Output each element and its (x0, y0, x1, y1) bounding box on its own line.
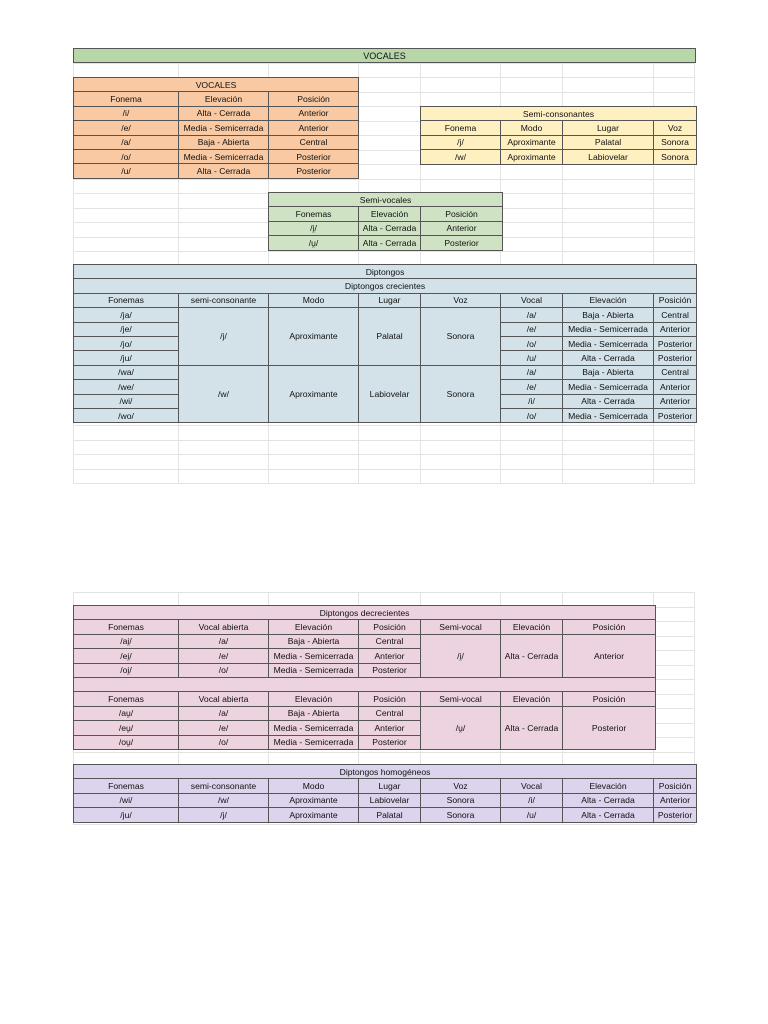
table-cell: Media - Semicerrada (179, 149, 269, 163)
table-cell: Central (654, 365, 697, 379)
table-cell: Anterior (359, 649, 421, 663)
grid-cell (269, 426, 359, 441)
grid-cell (501, 208, 563, 223)
table-cell: /ja/ (74, 308, 179, 322)
table-row (74, 106, 359, 120)
decrecientes-header: Vocal abierta (179, 692, 269, 706)
homogeneos-title: Diptongos homogéneos (74, 765, 697, 779)
table-cell: /e/ (74, 121, 179, 135)
homogeneos-header: Fonemas (74, 779, 179, 793)
grid-cell (359, 455, 421, 470)
table-cell: /o/ (501, 336, 563, 350)
table-cell: Alta - Cerrada (563, 351, 654, 365)
grid-cell (654, 593, 695, 608)
grid-cell (654, 63, 695, 78)
vocales-header: Fonema (74, 92, 179, 106)
grid-cell (269, 469, 359, 484)
grid-cell (654, 194, 695, 209)
grid-cell (654, 455, 695, 470)
table-cell: Media - Semicerrada (269, 735, 359, 749)
table-cell: Posterior (359, 735, 421, 749)
grid-cell (359, 63, 421, 78)
table-cell: Anterior (421, 221, 503, 235)
decrecientes-header: Posición (563, 692, 656, 706)
grid-cell (179, 426, 269, 441)
merged-cell: Palatal (359, 308, 421, 366)
table-cell: /i/ (501, 793, 563, 807)
decrecientes-header: Posición (359, 692, 421, 706)
grid-row (74, 63, 695, 78)
main-title-bar (73, 48, 696, 63)
table-cell: Sonora (421, 793, 501, 807)
table-cell: /je/ (74, 322, 179, 336)
grid-cell (359, 121, 421, 136)
grid-cell (269, 63, 359, 78)
grid-cell (654, 680, 695, 695)
table-cell: Palatal (563, 135, 654, 149)
table-cell: Sonora (654, 150, 697, 164)
grid-row (74, 426, 695, 441)
table-cell: Central (359, 634, 421, 648)
grid-cell (501, 179, 563, 194)
table-row (421, 135, 697, 149)
grid-cell (501, 455, 563, 470)
table-cell: Anterior (654, 380, 697, 394)
table-cell: Labiovelar (359, 793, 421, 807)
diptongos-title: Diptongos (74, 265, 697, 279)
crecientes-header: Modo (269, 293, 359, 307)
semivocales-header: Fonemas (269, 207, 359, 221)
table-cell: /o/ (74, 149, 179, 163)
grid-cell (269, 440, 359, 455)
grid-cell (654, 607, 695, 622)
grid-cell (654, 92, 695, 107)
table-cell: Media - Semicerrada (563, 322, 654, 336)
table-cell: Anterior (269, 106, 359, 120)
homogeneos-header: Lugar (359, 779, 421, 793)
table-cell: Alta - Cerrada (179, 164, 269, 178)
table-row (74, 634, 656, 648)
decrecientes-header: Elevación (501, 620, 563, 634)
grid-cell (563, 92, 654, 107)
grid-cell (179, 469, 269, 484)
grid-cell (501, 165, 563, 180)
grid-cell (74, 63, 179, 78)
grid-cell (421, 469, 501, 484)
grid-cell (563, 78, 654, 93)
table-cell: Baja - Abierta (269, 706, 359, 720)
table-cell: Anterior (269, 121, 359, 135)
grid-cell (179, 440, 269, 455)
semiconsonantes-header: Lugar (563, 121, 654, 135)
table-cell: Posterior (654, 351, 697, 365)
grid-cell (501, 223, 563, 238)
table-cell: /o/ (179, 663, 269, 677)
table-row (74, 121, 359, 135)
grid-cell (421, 63, 501, 78)
vocales-header: Elevación (179, 92, 269, 106)
table-row (269, 236, 503, 250)
table-cell: /ju/ (74, 351, 179, 365)
table-cell: Media - Semicerrada (269, 649, 359, 663)
table-cell: Posterior (359, 663, 421, 677)
crecientes-header: Voz (421, 293, 501, 307)
merged-cell: /w/ (179, 365, 269, 423)
decrecientes-header: Elevación (269, 692, 359, 706)
merged-cell: Sonora (421, 365, 501, 423)
grid-cell (501, 92, 563, 107)
grid-row (74, 455, 695, 470)
grid-cell (563, 223, 654, 238)
crecientes-header: Fonemas (74, 293, 179, 307)
grid-cell (74, 469, 179, 484)
grid-cell (501, 78, 563, 93)
table-cell: Media - Semicerrada (179, 121, 269, 135)
grid-cell (501, 469, 563, 484)
grid-cell (421, 440, 501, 455)
table-cell: Sonora (421, 808, 501, 822)
grid-cell (501, 194, 563, 209)
grid-cell (654, 694, 695, 709)
table-cell: Baja - Abierta (563, 308, 654, 322)
grid-cell (563, 208, 654, 223)
table-cell: Labiovelar (563, 150, 654, 164)
semivocales-header: Posición (421, 207, 503, 221)
table-cell: Posterior (269, 164, 359, 178)
table-cell: Alta - Cerrada (563, 394, 654, 408)
decrecientes-header: Posición (563, 620, 656, 634)
grid-cell (421, 455, 501, 470)
grid-cell (563, 237, 654, 252)
grid-cell (501, 63, 563, 78)
grid-cell (563, 179, 654, 194)
grid-cell (179, 223, 269, 238)
table-row (74, 308, 697, 322)
decrecientes-header: Semi-vocal (421, 620, 501, 634)
grid-row (74, 440, 695, 455)
grid-cell (654, 208, 695, 223)
grid-cell (269, 455, 359, 470)
table-cell: /i̯/ (269, 221, 359, 235)
grid-cell (74, 426, 179, 441)
grid-cell (421, 92, 501, 107)
table-cell: /o/ (501, 408, 563, 422)
homogeneos-header: Elevación (563, 779, 654, 793)
grid-cell (179, 194, 269, 209)
table-cell: Media - Semicerrada (563, 380, 654, 394)
crecientes-header: semi-consonante (179, 293, 269, 307)
grid-cell (74, 237, 179, 252)
table-cell: Central (359, 706, 421, 720)
grid-cell (654, 723, 695, 738)
grid-cell (359, 150, 421, 165)
table-cell: /o/ (179, 735, 269, 749)
grid-cell (359, 78, 421, 93)
merged-cell: Alta - Cerrada (501, 706, 563, 749)
grid-cell (179, 208, 269, 223)
table-cell: /ou̯/ (74, 735, 179, 749)
grid-cell (654, 651, 695, 666)
grid-cell (359, 440, 421, 455)
table-cell: /ai̯/ (74, 634, 179, 648)
table-cell: /oi̯/ (74, 663, 179, 677)
grid-cell (501, 237, 563, 252)
table-cell: Sonora (654, 135, 697, 149)
table-cell: /w/ (179, 793, 269, 807)
table-cell: /i/ (74, 106, 179, 120)
crecientes-header: Posición (654, 293, 697, 307)
grid-cell (179, 63, 269, 78)
table-cell: /w/ (421, 150, 501, 164)
grid-cell (654, 738, 695, 753)
grid-cell (563, 440, 654, 455)
table-cell: Aproximante (269, 808, 359, 822)
table-row (421, 150, 697, 164)
table-cell: /wa/ (74, 365, 179, 379)
semiconsonantes-header: Voz (654, 121, 697, 135)
table-cell: Central (654, 308, 697, 322)
decrecientes-title: Diptongos decrecientes (74, 606, 656, 620)
grid-cell (654, 78, 695, 93)
table-cell: Baja - Abierta (179, 135, 269, 149)
diptongos-crecientes-table (73, 264, 697, 423)
grid-cell (654, 440, 695, 455)
semivocales-title: Semi-vocales (269, 193, 503, 207)
grid-cell (359, 92, 421, 107)
table-cell: Media - Semicerrada (269, 721, 359, 735)
decrecientes-header: Elevación (269, 620, 359, 634)
grid-row (74, 469, 695, 484)
grid-cell (654, 237, 695, 252)
table-cell: Baja - Abierta (563, 365, 654, 379)
grid-cell (654, 426, 695, 441)
table-cell: /u/ (501, 808, 563, 822)
table-row (74, 793, 697, 807)
grid-cell (74, 455, 179, 470)
grid-cell (654, 165, 695, 180)
grid-cell (654, 665, 695, 680)
table-cell: /a/ (179, 706, 269, 720)
semivocales-table (268, 192, 503, 251)
grid-cell (563, 194, 654, 209)
table-cell: /e/ (501, 380, 563, 394)
grid-cell (421, 165, 501, 180)
table-cell: /jo/ (74, 336, 179, 350)
semivocales-header: Elevación (359, 207, 421, 221)
merged-cell: Posterior (563, 706, 656, 749)
table-cell: Media - Semicerrada (269, 663, 359, 677)
grid-cell (74, 440, 179, 455)
table-cell: Aproximante (501, 135, 563, 149)
table-cell: Posterior (654, 408, 697, 422)
decrecientes-header: Semi-vocal (421, 692, 501, 706)
semiconsonantes-table (420, 106, 697, 165)
crecientes-header: Elevación (563, 293, 654, 307)
table-cell: Alta - Cerrada (563, 808, 654, 822)
grid-cell (74, 223, 179, 238)
grid-cell (421, 78, 501, 93)
merged-cell: Anterior (563, 634, 656, 677)
table-cell: Posterior (421, 236, 503, 250)
spacer-row (74, 677, 656, 691)
table-cell: /e/ (179, 721, 269, 735)
table-cell: Posterior (269, 149, 359, 163)
decrecientes-header: Vocal abierta (179, 620, 269, 634)
grid-cell (654, 223, 695, 238)
grid-cell (74, 179, 179, 194)
table-cell: Anterior (359, 721, 421, 735)
homogeneos-header: Vocal (501, 779, 563, 793)
diptongos-decrecientes-table (73, 605, 656, 750)
grid-cell (563, 63, 654, 78)
grid-cell (654, 469, 695, 484)
table-row (74, 365, 697, 379)
semiconsonantes-header: Modo (501, 121, 563, 135)
table-cell: /au̯/ (74, 706, 179, 720)
table-cell: Central (269, 135, 359, 149)
table-cell: Media - Semicerrada (563, 336, 654, 350)
table-row (74, 164, 359, 178)
table-cell: Anterior (654, 322, 697, 336)
decrecientes-header: Fonemas (74, 620, 179, 634)
crecientes-header: Vocal (501, 293, 563, 307)
table-cell: Aproximante (501, 150, 563, 164)
decrecientes-header: Fonemas (74, 692, 179, 706)
decrecientes-header: Posición (359, 620, 421, 634)
table-cell: Alta - Cerrada (179, 106, 269, 120)
grid-cell (359, 136, 421, 151)
semiconsonantes-title: Semi-consonantes (421, 107, 697, 121)
main-title: VOCALES (74, 49, 696, 63)
table-cell: Anterior (654, 793, 697, 807)
vocales-title: VOCALES (74, 78, 359, 92)
vocales-table (73, 77, 359, 179)
homogeneos-header: Modo (269, 779, 359, 793)
table-cell: Alta - Cerrada (563, 793, 654, 807)
merged-cell: Alta - Cerrada (501, 634, 563, 677)
table-cell: /eu̯/ (74, 721, 179, 735)
table-cell: /ei̯/ (74, 649, 179, 663)
vocales-header: Posición (269, 92, 359, 106)
table-cell: /e/ (501, 322, 563, 336)
homogeneos-header: semi-consonante (179, 779, 269, 793)
table-row (74, 706, 656, 720)
grid-cell (654, 636, 695, 651)
grid-cell (563, 426, 654, 441)
grid-cell (359, 469, 421, 484)
table-cell: Palatal (359, 808, 421, 822)
grid-cell (563, 455, 654, 470)
grid-cell (501, 440, 563, 455)
table-cell: Baja - Abierta (269, 634, 359, 648)
merged-cell: /u̯/ (421, 706, 501, 749)
diptongos-homogeneos-table (73, 764, 697, 823)
table-cell: Alta - Cerrada (359, 236, 421, 250)
homogeneos-header: Voz (421, 779, 501, 793)
table-cell: Anterior (654, 394, 697, 408)
table-cell: /wo/ (74, 408, 179, 422)
table-cell: /wi/ (74, 394, 179, 408)
grid-cell (359, 107, 421, 122)
table-cell: Posterior (654, 336, 697, 350)
table-cell: /j/ (179, 808, 269, 822)
grid-cell (74, 208, 179, 223)
grid-cell (179, 237, 269, 252)
grid-cell (654, 622, 695, 637)
merged-cell: /i̯/ (421, 634, 501, 677)
table-cell: /j/ (421, 135, 501, 149)
crecientes-subtitle: Diptongos crecientes (74, 279, 697, 293)
table-row (269, 221, 503, 235)
table-cell: Media - Semicerrada (563, 408, 654, 422)
grid-cell (74, 194, 179, 209)
crecientes-header: Lugar (359, 293, 421, 307)
table-cell: /i/ (501, 394, 563, 408)
table-row (74, 149, 359, 163)
table-row (74, 135, 359, 149)
table-cell: Aproximante (269, 793, 359, 807)
grid-cell (179, 455, 269, 470)
table-cell: /u̯/ (269, 236, 359, 250)
table-row (74, 808, 697, 822)
merged-cell: Sonora (421, 308, 501, 366)
merged-cell: Aproximante (269, 308, 359, 366)
table-cell: /a/ (74, 135, 179, 149)
grid-cell (501, 426, 563, 441)
table-cell: /u/ (74, 164, 179, 178)
decrecientes-header: Elevación (501, 692, 563, 706)
merged-cell: /j/ (179, 308, 269, 366)
table-cell: Posterior (654, 808, 697, 822)
semiconsonantes-header: Fonema (421, 121, 501, 135)
grid-cell (421, 426, 501, 441)
grid-cell (654, 179, 695, 194)
table-cell: /u/ (501, 351, 563, 365)
table-cell: /a/ (179, 634, 269, 648)
merged-cell: Aproximante (269, 365, 359, 423)
merged-cell: Labiovelar (359, 365, 421, 423)
table-cell: /e/ (179, 649, 269, 663)
table-cell: Alta - Cerrada (359, 221, 421, 235)
grid-cell (563, 469, 654, 484)
grid-cell (359, 426, 421, 441)
grid-cell (179, 179, 269, 194)
grid-cell (654, 709, 695, 724)
table-cell: /we/ (74, 380, 179, 394)
table-cell: /a/ (501, 365, 563, 379)
table-cell: /ju/ (74, 808, 179, 822)
table-cell: /wi/ (74, 793, 179, 807)
grid-cell (563, 165, 654, 180)
table-cell: /a/ (501, 308, 563, 322)
grid-cell (359, 165, 421, 180)
homogeneos-header: Posición (654, 779, 697, 793)
